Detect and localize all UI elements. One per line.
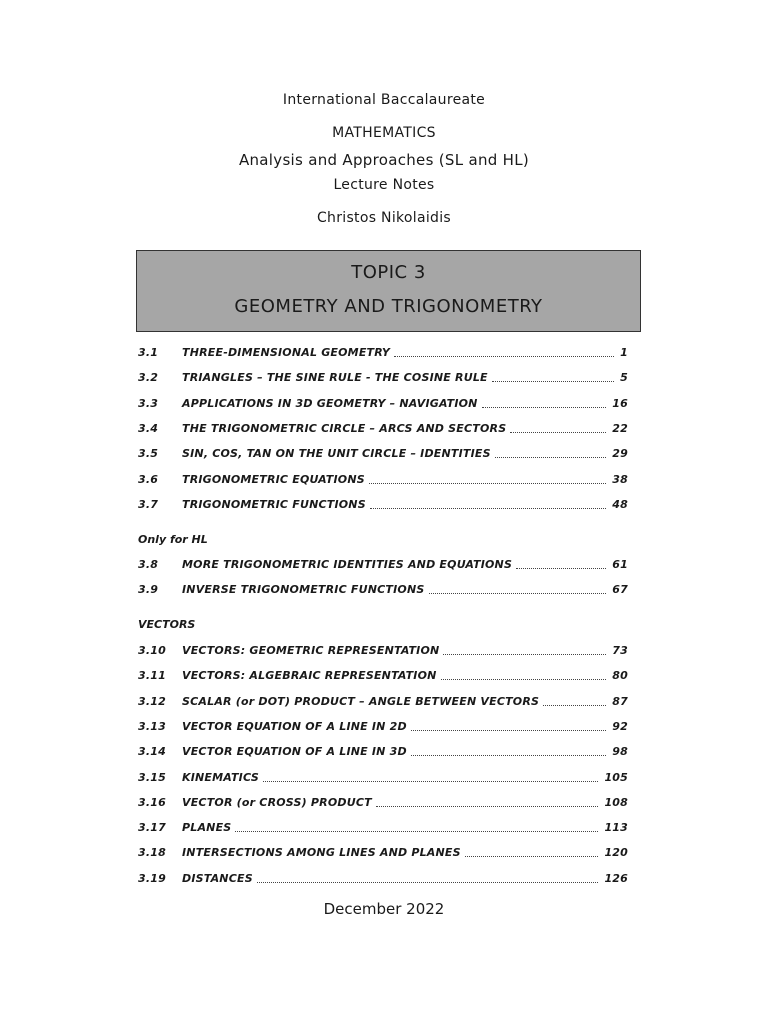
toc-row xyxy=(138,771,628,789)
toc-leader-dots xyxy=(516,568,606,569)
toc-number: 3.5 xyxy=(138,447,159,461)
toc-page-number: 29 xyxy=(612,447,628,461)
toc-title: VECTOR (or CROSS) PRODUCT xyxy=(182,795,372,809)
toc-title: VECTOR EQUATION OF A LINE IN 3D xyxy=(182,745,407,759)
toc-leader-dots xyxy=(429,593,606,594)
toc-page-number: 48 xyxy=(612,497,628,511)
toc-row xyxy=(138,821,628,839)
toc-number: 3.8 xyxy=(138,558,159,571)
toc-row xyxy=(138,720,628,738)
toc-title: THREE-DIMENSIONAL GEOMETRY xyxy=(182,346,391,359)
toc-number: 3.13 xyxy=(138,719,166,733)
toc-page-number: 1 xyxy=(620,346,628,359)
toc-title: KINEMATICS xyxy=(182,770,259,784)
toc-row xyxy=(138,796,628,814)
toc-leader-dots xyxy=(369,483,606,484)
toc-number: 3.15 xyxy=(138,770,166,784)
toc-number: 3.1 xyxy=(138,346,159,359)
toc-row xyxy=(138,346,628,364)
toc-leader-dots xyxy=(370,508,606,509)
hl-section-label: Only for HL xyxy=(138,533,208,546)
toc-leader-dots xyxy=(411,755,606,756)
institution-text: International Baccalaureate xyxy=(282,92,486,108)
toc-number: 3.11 xyxy=(138,669,166,683)
toc-number: 3.7 xyxy=(138,497,159,511)
toc-row xyxy=(138,745,628,763)
toc-page-number: 98 xyxy=(612,745,628,759)
toc-title: APPLICATIONS IN 3D GEOMETRY – NAVIGATION xyxy=(182,396,478,410)
toc-page-number: 5 xyxy=(620,371,628,385)
topic-title: GEOMETRY AND TRIGONOMETRY xyxy=(234,296,543,317)
toc-title: SIN, COS, TAN ON THE UNIT CIRCLE – IDENTITIES xyxy=(182,447,491,461)
toc-number: 3.10 xyxy=(138,644,166,657)
toc-row xyxy=(138,371,628,389)
toc-title: VECTORS: ALGEBRAIC REPRESENTATION xyxy=(182,669,437,683)
toc-leader-dots xyxy=(235,831,598,832)
toc-row xyxy=(138,422,628,440)
toc-page-number: 105 xyxy=(604,770,628,784)
toc-page-number: 16 xyxy=(612,396,628,410)
course-text: Analysis and Approaches (SL and HL) xyxy=(238,151,530,169)
toc-title: DISTANCES xyxy=(182,871,253,885)
toc-page-number: 120 xyxy=(604,846,628,860)
toc-row xyxy=(138,644,628,662)
topic-number: TOPIC 3 xyxy=(351,262,426,283)
toc-row xyxy=(138,872,628,890)
toc-title: THE TRIGONOMETRIC CIRCLE – ARCS AND SECTORS xyxy=(182,421,507,435)
toc-number: 3.19 xyxy=(138,871,166,885)
toc-row xyxy=(138,846,628,864)
toc-row xyxy=(138,473,628,491)
toc-number: 3.18 xyxy=(138,846,166,860)
toc-page-number: 108 xyxy=(604,795,628,809)
toc-row xyxy=(138,558,628,576)
toc-row xyxy=(138,498,628,516)
toc-title: INVERSE TRIGONOMETRIC FUNCTIONS xyxy=(182,583,425,597)
toc-number: 3.6 xyxy=(138,472,159,486)
toc-row xyxy=(138,669,628,687)
subject-text: MATHEMATICS xyxy=(332,125,436,141)
toc-number: 3.14 xyxy=(138,745,166,759)
toc-title: TRIGONOMETRIC FUNCTIONS xyxy=(182,497,366,511)
toc-leader-dots xyxy=(495,457,606,458)
toc-leader-dots xyxy=(510,432,606,433)
toc-number: 3.2 xyxy=(138,371,159,385)
toc-row xyxy=(138,583,628,601)
toc-title: TRIANGLES – THE SINE RULE - THE COSINE RULE xyxy=(182,371,488,385)
toc-page-number: 113 xyxy=(604,821,628,835)
toc-page-number: 87 xyxy=(612,694,628,708)
toc-leader-dots xyxy=(443,654,606,655)
toc-title: MORE TRIGONOMETRIC IDENTITIES AND EQUATIONS xyxy=(182,558,513,571)
toc-page-number: 126 xyxy=(604,871,628,885)
toc-page-number: 67 xyxy=(612,583,628,597)
toc-leader-dots xyxy=(492,381,614,382)
toc-leader-dots xyxy=(376,806,598,807)
toc-row xyxy=(138,695,628,713)
toc-number: 3.16 xyxy=(138,795,166,809)
toc-number: 3.17 xyxy=(138,821,166,835)
footer-date: December 2022 xyxy=(323,900,445,918)
toc-leader-dots xyxy=(441,679,606,680)
vectors-section-label: VECTORS xyxy=(138,618,196,631)
toc-page-number: 61 xyxy=(612,558,628,571)
toc-number: 3.9 xyxy=(138,583,159,597)
toc-page-number: 38 xyxy=(612,472,628,486)
toc-title: VECTORS: GEOMETRIC REPRESENTATION xyxy=(182,644,440,657)
toc-page-number: 80 xyxy=(612,669,628,683)
toc-title: SCALAR (or DOT) PRODUCT – ANGLE BETWEEN VECTORS xyxy=(182,694,540,708)
toc-leader-dots xyxy=(543,705,606,706)
toc-title: VECTOR EQUATION OF A LINE IN 2D xyxy=(182,719,407,733)
toc-page-number: 92 xyxy=(612,719,628,733)
toc-number: 3.4 xyxy=(138,421,159,435)
toc-leader-dots xyxy=(465,856,598,857)
toc-row xyxy=(138,397,628,415)
toc-row xyxy=(138,447,628,465)
toc-leader-dots xyxy=(411,730,606,731)
author-text: Christos Nikolaidis xyxy=(316,210,452,226)
toc-leader-dots xyxy=(482,407,606,408)
toc-leader-dots xyxy=(263,781,598,782)
toc-title: INTERSECTIONS AMONG LINES AND PLANES xyxy=(182,846,461,860)
toc-number: 3.3 xyxy=(138,396,159,410)
toc-leader-dots xyxy=(394,356,614,357)
doc-type-text: Lecture Notes xyxy=(333,177,435,193)
toc-page-number: 22 xyxy=(612,421,628,435)
toc-title: PLANES xyxy=(182,821,232,835)
topic-box xyxy=(136,250,641,332)
toc-title: TRIGONOMETRIC EQUATIONS xyxy=(182,472,365,486)
toc-leader-dots xyxy=(257,882,598,883)
toc-page-number: 73 xyxy=(612,644,628,657)
toc-number: 3.12 xyxy=(138,694,166,708)
